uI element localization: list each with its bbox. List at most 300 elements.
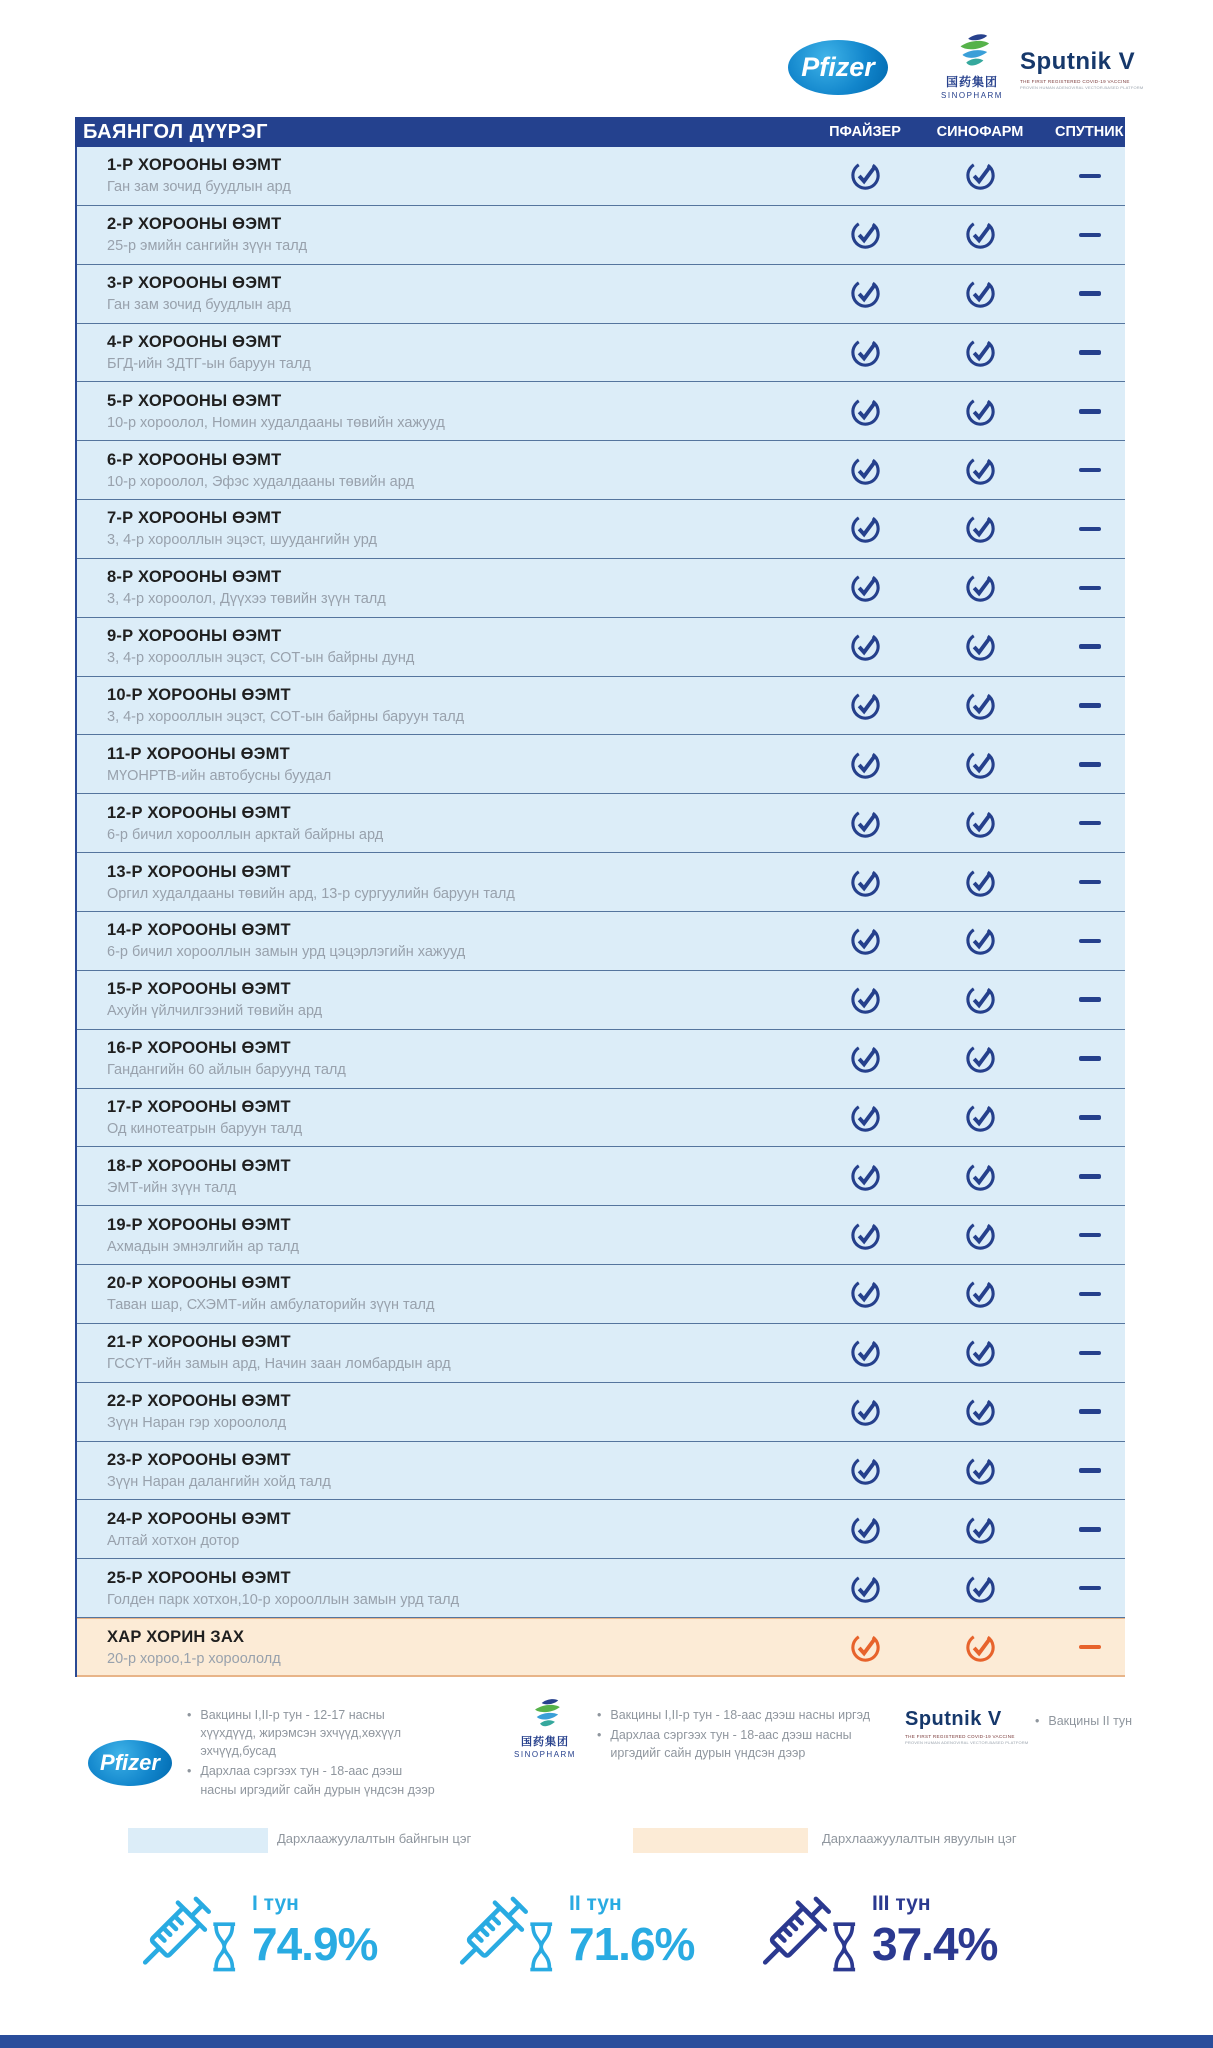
row-text: [77, 215, 810, 254]
row-subtitle: Зүүн Наран далангийн хойд талд: [107, 1473, 331, 1490]
row-title: 3-Р ХОРООНЫ ӨЭМТ: [107, 274, 282, 293]
cell-pfizer: [810, 218, 920, 251]
cell-sinopharm: [925, 983, 1035, 1016]
cell-sputnik: [1055, 233, 1125, 238]
table-row: [77, 147, 1125, 206]
check-icon: [849, 630, 882, 663]
cell-pfizer: [810, 1101, 920, 1134]
dash-icon: [1079, 468, 1101, 473]
dash-icon: [1079, 762, 1101, 767]
cell-sinopharm: [925, 1454, 1035, 1487]
row-subtitle: 10-р хороолол, Эфэс худалдааны төвийн ард: [107, 473, 414, 490]
row-title: 17-Р ХОРООНЫ ӨЭМТ: [107, 1097, 291, 1116]
table-row: [77, 1265, 1125, 1324]
sputnik-legend-bullets: [1035, 1712, 1195, 1732]
dash-icon: [1079, 997, 1101, 1002]
row-subtitle: 6-р бичил хорооллын замын урд цэцэрлэгийн хажууд: [107, 944, 466, 961]
row-text: [77, 274, 810, 313]
cell-sputnik: [1055, 291, 1125, 296]
check-icon: [964, 1454, 997, 1487]
cell-sputnik: [1055, 1351, 1125, 1356]
cell-sputnik: [1055, 1468, 1125, 1473]
row-title: 2-Р ХОРООНЫ ӨЭМТ: [107, 215, 282, 234]
cell-sputnik: [1055, 174, 1125, 179]
cell-sputnik: [1055, 1527, 1125, 1532]
row-text: [77, 627, 810, 666]
dash-icon: [1079, 1645, 1101, 1650]
check-icon: [964, 689, 997, 722]
table-row: [77, 1147, 1125, 1206]
cell-sputnik: [1055, 1174, 1125, 1179]
check-icon: [964, 1631, 997, 1664]
cell-sinopharm: [925, 1631, 1035, 1664]
row-subtitle: Ган зам зочид буудлын ард: [107, 179, 291, 196]
cell-sputnik: [1055, 703, 1125, 708]
check-icon: [964, 1572, 997, 1605]
stat-value: 74.9%: [252, 1918, 378, 1970]
table-row: [77, 1618, 1125, 1677]
cell-sinopharm: [925, 512, 1035, 545]
legend-bullet: • Вакцины II тун: [1035, 1712, 1195, 1730]
legend-bullet: • Вакцины I,II-р тун - 18-аас дээш насны иргэд: [597, 1706, 892, 1724]
table-row: [77, 853, 1125, 912]
row-title: 16-Р ХОРООНЫ ӨЭМТ: [107, 1039, 291, 1058]
row-text: [77, 1510, 810, 1549]
check-icon: [964, 571, 997, 604]
row-text: [77, 1451, 810, 1490]
dash-icon: [1079, 174, 1101, 179]
vaccination-table: [75, 147, 1125, 1677]
check-icon: [964, 1219, 997, 1252]
row-text: [77, 392, 810, 431]
check-icon: [849, 1572, 882, 1605]
cell-sputnik: [1055, 1233, 1125, 1238]
row-title: 7-Р ХОРООНЫ ӨЭМТ: [107, 509, 282, 528]
row-title: 12-Р ХОРООНЫ ӨЭМТ: [107, 803, 291, 822]
cell-sinopharm: [925, 1101, 1035, 1134]
syringe-icon: [748, 1885, 866, 1987]
check-icon: [849, 1513, 882, 1546]
row-subtitle: 25-р эмийн сангийн зүүн талд: [107, 238, 308, 255]
cell-sputnik: [1055, 939, 1125, 944]
check-icon: [964, 748, 997, 781]
row-title: ХАР ХОРИН ЗАХ: [107, 1627, 245, 1646]
cell-sinopharm: [925, 689, 1035, 722]
dash-icon: [1079, 1527, 1101, 1532]
check-icon: [964, 983, 997, 1016]
cell-pfizer: [810, 395, 920, 428]
table-row: [77, 324, 1125, 383]
row-title: 11-Р ХОРООНЫ ӨЭМТ: [107, 744, 290, 763]
row-title: 5-Р ХОРООНЫ ӨЭМТ: [107, 391, 282, 410]
row-subtitle: БГД-ийн ЗДТГ-ын баруун талд: [107, 355, 311, 372]
row-text: [77, 921, 810, 960]
row-subtitle: 6-р бичил хорооллын арктай байрны ард: [107, 826, 384, 843]
check-icon: [849, 512, 882, 545]
dash-icon: [1079, 1409, 1101, 1414]
check-icon: [849, 866, 882, 899]
check-icon: [964, 1336, 997, 1369]
check-icon: [849, 1277, 882, 1310]
cell-pfizer: [810, 454, 920, 487]
row-text: [77, 1274, 810, 1313]
dash-icon: [1079, 821, 1101, 826]
table-row: [77, 1383, 1125, 1442]
cell-sputnik: [1055, 1292, 1125, 1297]
cell-sputnik: [1055, 350, 1125, 355]
cell-sputnik: [1055, 644, 1125, 649]
row-title: 9-Р ХОРООНЫ ӨЭМТ: [107, 627, 282, 646]
check-icon: [849, 689, 882, 722]
row-subtitle: Од кинотеатрын баруун талд: [107, 1120, 303, 1137]
row-subtitle: МҮОНРТВ-ийн автобусны буудал: [107, 767, 332, 784]
check-icon: [964, 218, 997, 251]
table-row: [77, 206, 1125, 265]
cell-pfizer: [810, 1454, 920, 1487]
dash-icon: [1079, 409, 1101, 414]
sinopharm-cn-text: 国药集团: [521, 1736, 569, 1748]
row-subtitle: Зүүн Наран гэр хороололд: [107, 1415, 287, 1432]
sinopharm-cn-text: 国药集团: [945, 75, 998, 89]
cell-sinopharm: [925, 1160, 1035, 1193]
sputnik-tagline: THE FIRST REGISTERED COVID-19 VACCINE: [1020, 79, 1130, 84]
district-title: БАЯНГОЛ ДҮҮРЭГ: [83, 120, 268, 143]
row-text: [77, 745, 810, 784]
footer-bar: [0, 2035, 1213, 2048]
cell-sinopharm: [925, 807, 1035, 840]
check-icon: [964, 277, 997, 310]
check-icon: [849, 807, 882, 840]
cell-sputnik: [1055, 1586, 1125, 1591]
cell-pfizer: [810, 748, 920, 781]
table-row: [77, 559, 1125, 618]
cell-sputnik: [1055, 880, 1125, 885]
row-title: 25-Р ХОРООНЫ ӨЭМТ: [107, 1568, 291, 1587]
check-icon: [849, 1631, 882, 1664]
cell-pfizer: [810, 807, 920, 840]
dash-icon: [1079, 586, 1101, 591]
row-title: 24-Р ХОРООНЫ ӨЭМТ: [107, 1509, 291, 1528]
cell-sputnik: [1055, 997, 1125, 1002]
row-subtitle: Голден парк хотхон,10-р хорооллын замын урд талд: [107, 1591, 460, 1608]
cell-sinopharm: [925, 1572, 1035, 1605]
stat-dose-1: [128, 1885, 377, 1987]
table-row: [77, 618, 1125, 677]
cell-sinopharm: [925, 1277, 1035, 1310]
stat-text: [252, 1892, 378, 1970]
row-subtitle: Алтай хотхон дотор: [107, 1532, 240, 1549]
cell-sinopharm: [925, 866, 1035, 899]
row-text: [77, 863, 810, 902]
row-subtitle: ЭМТ-ийн зүүн талд: [107, 1179, 237, 1196]
cell-pfizer: [810, 1277, 920, 1310]
table-row: [77, 794, 1125, 853]
cell-pfizer: [810, 571, 920, 604]
row-subtitle: 3, 4-р хорооллын эцэст, СОТ-ын байрны дунд: [107, 650, 415, 667]
row-subtitle: 3, 4-р хорооллын эцэст, шуудангийн урд: [107, 532, 377, 549]
cell-pfizer: [810, 689, 920, 722]
stat-label: III тун: [872, 1892, 931, 1915]
table-row: [77, 265, 1125, 324]
cell-sputnik: [1055, 762, 1125, 767]
legend-section: [0, 1690, 1213, 1820]
check-icon: [849, 277, 882, 310]
cell-sputnik: [1055, 1056, 1125, 1061]
sinopharm-logo: [922, 33, 1022, 100]
cell-sinopharm: [925, 159, 1035, 192]
table-row: [77, 677, 1125, 736]
check-icon: [964, 336, 997, 369]
dash-icon: [1079, 1351, 1101, 1356]
row-subtitle: 3, 4-р хороолол, Дүүхээ төвийн зүүн талд: [107, 591, 386, 608]
stat-text: [872, 1892, 998, 1970]
row-title: 22-Р ХОРООНЫ ӨЭМТ: [107, 1392, 291, 1411]
legend-bullet: • Вакцины I,II-р тун - 12-17 насны хүүхдүүд, жирэмсэн эхчүүд,хөхүүл эхчүүд,бусад: [187, 1706, 437, 1760]
cell-pfizer: [810, 1219, 920, 1252]
column-header-pfizer: ПФАЙЗЕР: [829, 124, 901, 140]
table-row: [77, 735, 1125, 794]
check-icon: [964, 1513, 997, 1546]
sputnik-tagline-2: PROVEN HUMAN ADENOVIRAL VECTOR-BASED PLATFORM: [1020, 85, 1144, 90]
check-icon: [964, 512, 997, 545]
legend-bullet: • Дархлаа сэргээх тун - 18-аас дээш насны иргэдийг сайн дурын үндсэн дээр: [187, 1762, 437, 1798]
sinopharm-en-text: SINOPHARM: [514, 1750, 576, 1760]
sputnik-tagline: THE FIRST REGISTERED COVID-19 VACCINE: [905, 1734, 1015, 1739]
stat-label: II тун: [569, 1892, 622, 1915]
pfizer-logo-legend: [88, 1740, 172, 1786]
row-title: 18-Р ХОРООНЫ ӨЭМТ: [107, 1156, 291, 1175]
permanent-point-swatch: [128, 1828, 268, 1853]
table-row: [77, 1089, 1125, 1148]
cell-pfizer: [810, 1042, 920, 1075]
sinopharm-swoosh-icon: [524, 1698, 566, 1731]
syringe-icon: [445, 1885, 563, 1987]
sinopharm-swoosh-icon: [948, 33, 996, 71]
cell-sinopharm: [925, 571, 1035, 604]
check-icon: [849, 1395, 882, 1428]
cell-pfizer: [810, 1160, 920, 1193]
check-icon: [964, 454, 997, 487]
dash-icon: [1079, 1115, 1101, 1120]
row-subtitle: Гандангийн 60 айлын баруунд талд: [107, 1062, 346, 1079]
check-icon: [849, 1219, 882, 1252]
cell-pfizer: [810, 336, 920, 369]
check-icon: [964, 1160, 997, 1193]
cell-sinopharm: [925, 748, 1035, 781]
row-title: 6-Р ХОРООНЫ ӨЭМТ: [107, 450, 282, 469]
cell-sinopharm: [925, 630, 1035, 663]
cell-pfizer: [810, 512, 920, 545]
cell-sinopharm: [925, 454, 1035, 487]
row-text: [77, 509, 810, 548]
sinopharm-logo-legend: [505, 1698, 585, 1759]
check-icon: [849, 1042, 882, 1075]
cell-sputnik: [1055, 1115, 1125, 1120]
color-key: [0, 1826, 1213, 1854]
check-icon: [964, 159, 997, 192]
cell-sinopharm: [925, 1336, 1035, 1369]
row-text: [77, 1628, 810, 1667]
check-icon: [849, 218, 882, 251]
check-icon: [849, 454, 882, 487]
check-icon: [849, 983, 882, 1016]
row-text: [77, 1098, 810, 1137]
row-subtitle: 20-р хороо,1-р хороололд: [107, 1650, 281, 1667]
check-icon: [964, 924, 997, 957]
row-title: 13-Р ХОРООНЫ ӨЭМТ: [107, 862, 291, 881]
cell-pfizer: [810, 866, 920, 899]
row-text: [77, 1333, 810, 1372]
mobile-point-label: Дархлаажуулалтын явуулын цэг: [822, 1831, 1017, 1846]
legend-bullet: • Дархлаа сэргээх тун - 18-аас дээш насны иргэдийг сайн дурын үндсэн дээр: [597, 1726, 892, 1762]
cell-sinopharm: [925, 218, 1035, 251]
sinopharm-en-text: SINOPHARM: [941, 91, 1003, 101]
sinopharm-legend-bullets: [597, 1706, 892, 1764]
check-icon: [964, 630, 997, 663]
dash-icon: [1079, 703, 1101, 708]
cell-sputnik: [1055, 468, 1125, 473]
check-icon: [964, 866, 997, 899]
table-row: [77, 912, 1125, 971]
row-subtitle: ГССҮТ-ийн замын ард, Начин заан ломбардын ард: [107, 1356, 451, 1373]
cell-sputnik: [1055, 586, 1125, 591]
dash-icon: [1079, 939, 1101, 944]
row-text: [77, 156, 810, 195]
cell-sputnik: [1055, 409, 1125, 414]
row-text: [77, 1216, 810, 1255]
row-text: [77, 804, 810, 843]
cell-pfizer: [810, 1513, 920, 1546]
mobile-point-swatch: [633, 1828, 808, 1853]
table-row: [77, 382, 1125, 441]
cell-sputnik: [1055, 1409, 1125, 1414]
dash-icon: [1079, 1468, 1101, 1473]
dash-icon: [1079, 233, 1101, 238]
cell-sinopharm: [925, 336, 1035, 369]
dash-icon: [1079, 1056, 1101, 1061]
row-text: [77, 1569, 810, 1608]
table-row: [77, 500, 1125, 559]
cell-sputnik: [1055, 527, 1125, 532]
row-title: 8-Р ХОРООНЫ ӨЭМТ: [107, 568, 282, 587]
cell-sinopharm: [925, 1042, 1035, 1075]
table-row: [77, 971, 1125, 1030]
row-title: 19-Р ХОРООНЫ ӨЭМТ: [107, 1215, 291, 1234]
row-subtitle: Ахмадын эмнэлгийн ар талд: [107, 1238, 299, 1255]
dash-icon: [1079, 1292, 1101, 1297]
row-subtitle: Ган зам зочид буудлын ард: [107, 297, 291, 314]
vaccine-logos-row: [0, 0, 1213, 117]
pfizer-logo-text: Pfizer: [100, 1750, 160, 1775]
syringe-icon: [128, 1885, 246, 1987]
table-row: [77, 1324, 1125, 1383]
table-row: [77, 1559, 1125, 1618]
cell-pfizer: [810, 983, 920, 1016]
dose-stats-row: [0, 1885, 1213, 2005]
row-text: [77, 1157, 810, 1196]
table-row: [77, 441, 1125, 500]
cell-sinopharm: [925, 1395, 1035, 1428]
row-text: [77, 1392, 810, 1431]
row-title: 23-Р ХОРООНЫ ӨЭМТ: [107, 1450, 291, 1469]
cell-pfizer: [810, 1572, 920, 1605]
cell-pfizer: [810, 277, 920, 310]
cell-sinopharm: [925, 924, 1035, 957]
row-title: 20-Р ХОРООНЫ ӨЭМТ: [107, 1274, 291, 1293]
table-row: [77, 1206, 1125, 1265]
check-icon: [849, 159, 882, 192]
row-text: [77, 1039, 810, 1078]
cell-pfizer: [810, 924, 920, 957]
pfizer-legend-bullets: [187, 1706, 437, 1801]
row-text: [77, 686, 810, 725]
check-icon: [849, 336, 882, 369]
table-header-bar: [75, 117, 1138, 147]
cell-pfizer: [810, 1631, 920, 1664]
cell-pfizer: [810, 1395, 920, 1428]
check-icon: [849, 1336, 882, 1369]
dash-icon: [1079, 527, 1101, 532]
table-row: [77, 1030, 1125, 1089]
stat-dose-2: [445, 1885, 694, 1987]
stat-label: I тун: [252, 1892, 299, 1915]
check-icon: [964, 1395, 997, 1428]
stat-value: 37.4%: [872, 1918, 998, 1970]
row-title: 1-Р ХОРООНЫ ӨЭМТ: [107, 156, 282, 175]
row-title: 15-Р ХОРООНЫ ӨЭМТ: [107, 980, 291, 999]
check-icon: [849, 1454, 882, 1487]
dash-icon: [1079, 291, 1101, 296]
stat-value: 71.6%: [569, 1918, 695, 1970]
dash-icon: [1079, 1174, 1101, 1179]
row-title: 14-Р ХОРООНЫ ӨЭМТ: [107, 921, 291, 940]
check-icon: [849, 1101, 882, 1134]
row-subtitle: Ахуйн үйлчилгээний төвийн ард: [107, 1003, 323, 1020]
cell-pfizer: [810, 1336, 920, 1369]
check-icon: [849, 1160, 882, 1193]
sputnik-logo-legend: [905, 1708, 1030, 1745]
row-title: 4-Р ХОРООНЫ ӨЭМТ: [107, 332, 282, 351]
check-icon: [964, 1101, 997, 1134]
pfizer-logo: [788, 40, 888, 95]
cell-sinopharm: [925, 277, 1035, 310]
cell-pfizer: [810, 630, 920, 663]
dash-icon: [1079, 1586, 1101, 1591]
sputnik-logo-text: Sputnik V: [905, 1708, 1002, 1730]
table-row: [77, 1442, 1125, 1501]
row-subtitle: Оргил худалдааны төвийн ард, 13-р сургуулийн баруун талд: [107, 885, 515, 902]
sputnik-tagline-2: PROVEN HUMAN ADENOVIRAL VECTOR-BASED PLATFORM: [905, 1740, 1029, 1745]
column-header-sinopharm: СИНОФАРМ: [936, 124, 1024, 140]
dash-icon: [1079, 880, 1101, 885]
cell-sputnik: [1055, 1645, 1125, 1650]
cell-pfizer: [810, 159, 920, 192]
row-title: 10-Р ХОРООНЫ ӨЭМТ: [107, 686, 291, 705]
stat-text: [569, 1892, 695, 1970]
check-icon: [964, 395, 997, 428]
row-text: [77, 980, 810, 1019]
check-icon: [964, 1277, 997, 1310]
check-icon: [964, 807, 997, 840]
permanent-point-label: Дархлаажуулалтын байнгын цэг: [277, 1831, 472, 1846]
row-subtitle: 3, 4-р хорооллын эцэст, СОТ-ын байрны баруун талд: [107, 709, 465, 726]
cell-sputnik: [1055, 821, 1125, 826]
stat-dose-3: [748, 1885, 997, 1987]
check-icon: [849, 924, 882, 957]
row-title: 21-Р ХОРООНЫ ӨЭМТ: [107, 1333, 291, 1352]
check-icon: [849, 395, 882, 428]
cell-sinopharm: [925, 395, 1035, 428]
